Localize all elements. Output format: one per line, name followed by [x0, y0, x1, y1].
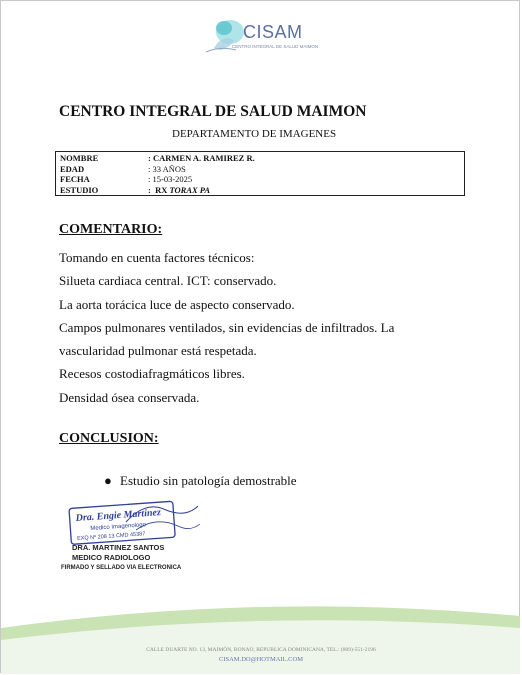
comment-line: Campos pulmonares ventilados, sin evidencias de infiltrados. La — [59, 319, 395, 335]
comment-line: Densidad ósea conservada. — [59, 389, 200, 405]
comment-body — [59, 246, 459, 409]
logo-subtitle: CENTRO INTEGRAL DE SALUD MAIMON — [232, 44, 319, 49]
patient-label: ESTUDIO — [60, 184, 99, 195]
stamp-role: Medico Imagenologo — [90, 522, 147, 533]
stamp-name: Dra. Engie Martinez — [75, 507, 162, 525]
stamp-id: EXQ Nº 208 13 CMD 45387 — [76, 531, 146, 543]
bullet-icon: ● — [104, 473, 112, 488]
patient-label: NOMBRE — [60, 153, 99, 163]
conclusion-heading: CONCLUSION: — [59, 431, 159, 446]
footer-address: CALLE DUARTE NO. 13, MAIMÓN, BONAO, REPUBLICA DOMINICANA, TEL.: (809)-551-2196 — [146, 647, 376, 653]
signature-name — [72, 543, 164, 563]
patient-row-study — [60, 185, 460, 196]
logo-name: CISAM — [243, 22, 303, 42]
study-italic: TORAX PA — [169, 184, 211, 195]
patient-value: : 33 AÑOS — [148, 163, 186, 174]
signature-note: FIRMADO Y SELLADO VIA ELECTRONICA — [61, 565, 182, 571]
patient-value: : CARMEN A. RAMIREZ R. — [148, 153, 255, 163]
signature-name-line2: MEDICO RADIOLOGO — [72, 553, 151, 562]
comment-line: vascularidad pulmonar está respetada. — [59, 343, 257, 359]
footer-email: CISAM.DO@HOTMAIL.COM — [219, 656, 303, 663]
patient-row-date — [60, 174, 460, 185]
patient-label: FECHA — [60, 174, 90, 184]
study-prefix: : RX — [148, 184, 170, 195]
comment-line: Silueta cardiaca central. ICT: conservado. — [59, 273, 277, 289]
org-title: CENTRO INTEGRAL DE SALUD MAIMON — [59, 103, 367, 120]
comment-heading: COMENTARIO: — [59, 222, 163, 237]
conclusion-text: Estudio sin patología demostrable — [120, 473, 297, 488]
comment-line: Tomando en cuenta factores técnicos: — [59, 250, 255, 265]
conclusion-item — [104, 473, 297, 489]
comment-line: Recesos costodiafragmáticos libres. — [59, 366, 245, 382]
signature-name-line1: DRA. MARTINEZ SANTOS — [72, 543, 165, 552]
patient-label: EDAD — [60, 163, 85, 174]
patient-info-box — [55, 151, 465, 196]
patient-row-name — [60, 153, 460, 164]
doctor-stamp — [66, 496, 202, 546]
comment-line: La aorta torácica luce de aspecto conservado. — [59, 296, 295, 312]
patient-row-age — [60, 164, 460, 175]
department-title: DEPARTAMENTO DE IMAGENES — [172, 128, 337, 140]
patient-value: : 15-03-2025 — [148, 174, 193, 184]
patient-value — [148, 185, 210, 196]
